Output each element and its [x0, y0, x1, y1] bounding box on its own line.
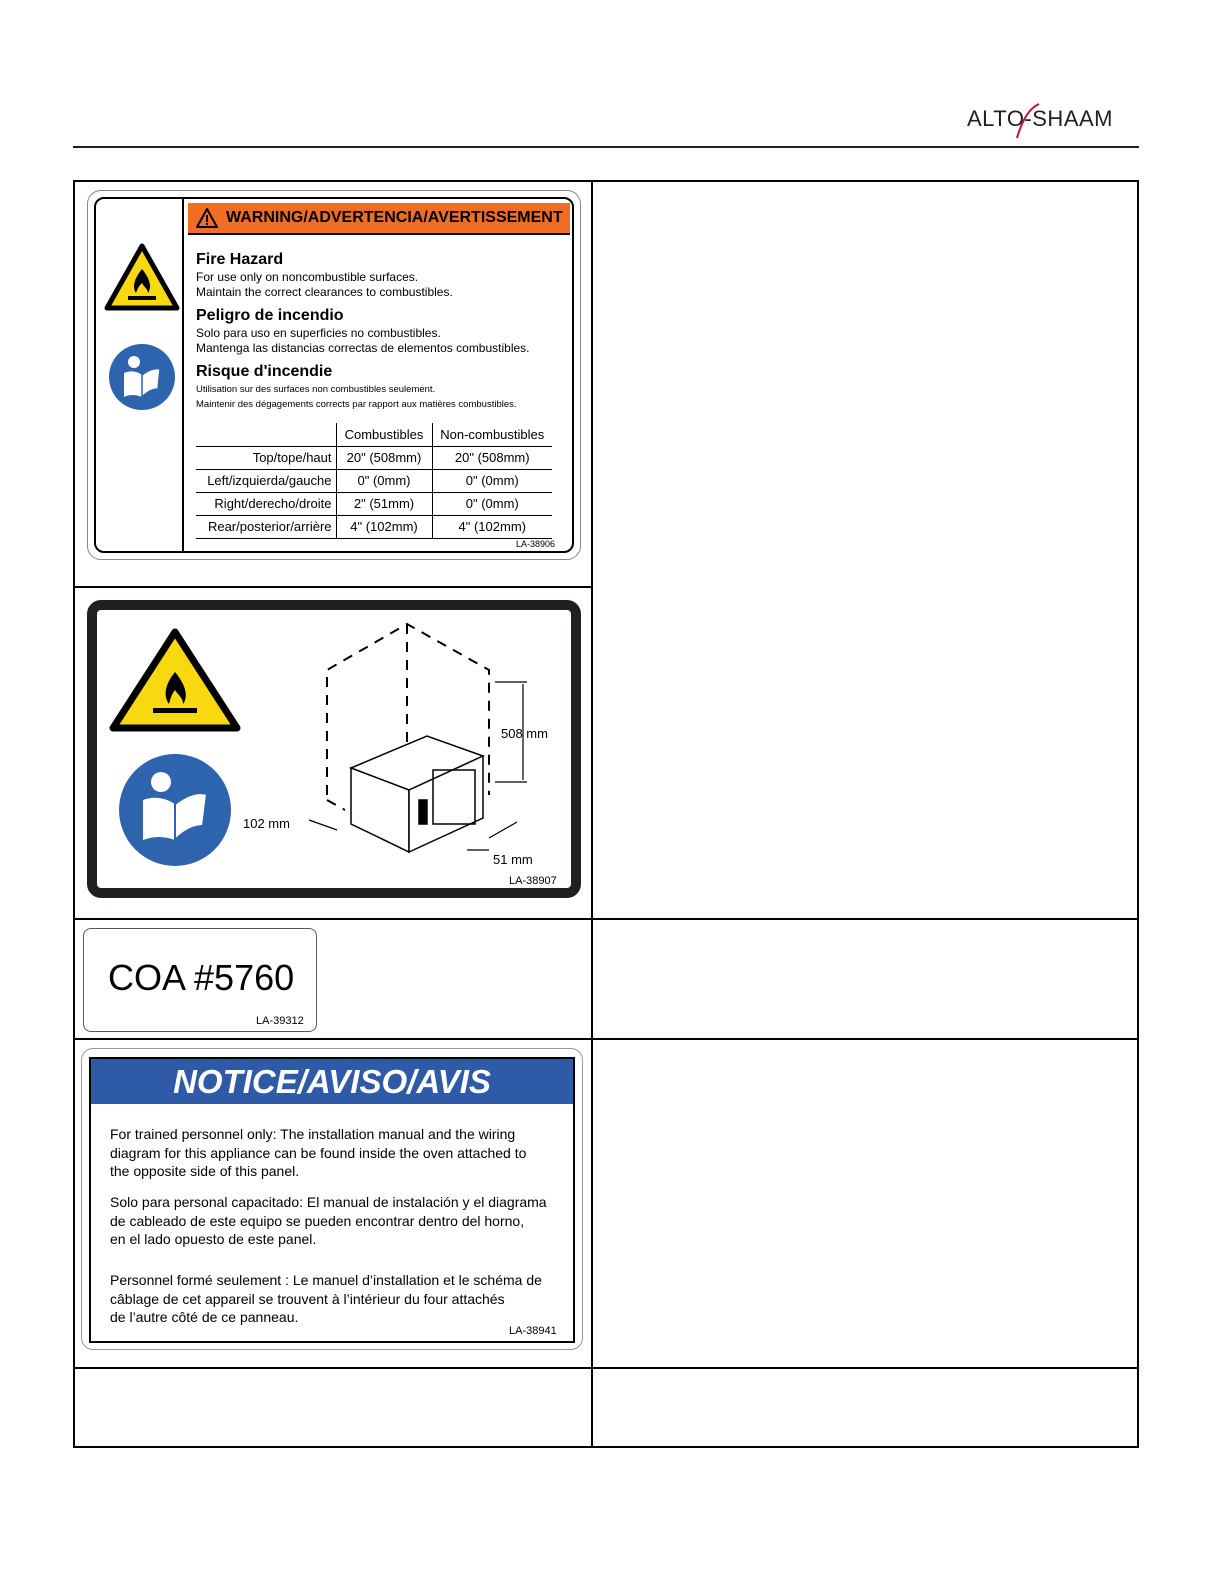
table-cell: 2" (51mm)	[336, 492, 432, 515]
notice-line: diagram for this appliance can be found inside the oven attached to	[110, 1144, 527, 1161]
label-divider	[182, 199, 184, 551]
section-title: Fire Hazard	[196, 251, 284, 268]
clearance-table	[196, 423, 552, 539]
column-divider	[591, 182, 593, 1446]
table-row	[196, 492, 552, 515]
notice-line: câblage de cet appareil se trouvent à l’intérieur du four attachés	[110, 1290, 505, 1307]
clearance-diagram	[97, 610, 571, 888]
notice-line: For trained personnel only: The installation manual and the wiring	[110, 1126, 516, 1142]
read-manual-icon	[119, 754, 231, 866]
notice-line: the opposite side of this panel.	[110, 1163, 300, 1179]
section-line: Solo para uso en superficies no combustibles.	[196, 326, 441, 340]
section-line: Maintenir des dégagements corrects par rapport aux matières combustibles.	[196, 399, 517, 410]
section-line: Maintain the correct clearances to combustibles.	[196, 285, 453, 299]
section-title: Peligro de incendio	[196, 307, 344, 324]
header-rule	[73, 146, 1139, 148]
section-line: Utilisation sur des surfaces non combustibles seulement.	[196, 384, 436, 395]
table-cell: 20" (508mm)	[336, 446, 432, 469]
row-divider	[75, 1367, 1137, 1369]
label-id: LA-38941	[509, 1325, 557, 1337]
table-header: Non-combustibles	[440, 426, 545, 442]
notice-paragraph-fr	[110, 1271, 570, 1327]
notice-line: de cableado de este equipo se pueden encontrar dentro del horno,	[110, 1212, 525, 1229]
fire-hazard-icon	[104, 243, 180, 311]
label-id: LA-38906	[516, 539, 556, 549]
warning-triangle-icon	[196, 208, 218, 228]
alto-shaam-logo	[967, 100, 1142, 140]
table-header	[196, 423, 336, 446]
notice-line: de l’autre côté de ce panneau.	[110, 1309, 299, 1325]
section-title: Risque d'incendie	[196, 363, 333, 380]
logo-text: ALTO-SHAAM	[967, 106, 1113, 131]
table-row	[196, 469, 552, 492]
table-cell: 0" (0mm)	[432, 492, 552, 515]
dimension-top: 508 mm	[501, 726, 548, 741]
table-cell: 0" (0mm)	[336, 469, 432, 492]
table-cell: Left/izquierda/gauche	[196, 469, 336, 492]
notice-line: Solo para personal capacitado: El manual de instalación y el diagrama	[110, 1194, 547, 1210]
table-cell: 0" (0mm)	[432, 469, 552, 492]
table-header: Combustibles	[336, 423, 432, 446]
table-row	[196, 446, 552, 469]
notice-paragraph-es	[110, 1193, 570, 1249]
dimension-rear: 102 mm	[243, 816, 290, 831]
table-cell: 20" (508mm)	[432, 446, 552, 469]
warning-label	[87, 190, 581, 560]
label-id: LA-39312	[256, 1015, 304, 1027]
table-cell: Right/derecho/droite	[196, 492, 336, 515]
warning-banner	[188, 203, 570, 235]
table-cell: 4" (102mm)	[336, 515, 432, 538]
table-row	[196, 515, 552, 538]
table-cell: Top/tope/haut	[196, 446, 336, 469]
section-line: Mantenga las distancias correctas de elementos combustibles.	[196, 341, 530, 355]
coa-number: COA #5760	[108, 957, 295, 998]
notice-line: en el lado opuesto de este panel.	[110, 1231, 317, 1247]
row-divider	[75, 586, 591, 588]
coa-label	[83, 928, 317, 1032]
notice-banner: NOTICE/AVISO/AVIS	[91, 1059, 573, 1104]
clearance-diagram-label	[87, 600, 581, 898]
section-line: For use only on noncombustible surfaces.	[196, 270, 419, 284]
warning-banner-text: WARNING/ADVERTENCIA/AVERTISSEMENT	[226, 209, 563, 226]
dimension-side: 51 mm	[493, 852, 533, 867]
notice-paragraph-en	[110, 1125, 570, 1181]
notice-label	[81, 1048, 583, 1350]
label-id: LA-38907	[509, 875, 557, 887]
table-cell: Rear/posterior/arrière	[196, 515, 336, 538]
row-divider	[75, 1038, 1137, 1040]
label-table	[73, 180, 1139, 1448]
row-divider	[75, 918, 1137, 920]
read-manual-icon	[108, 343, 176, 411]
notice-line: Personnel formé seulement : Le manuel d’installation et le schéma de	[110, 1272, 542, 1288]
table-cell: 4" (102mm)	[432, 515, 552, 538]
